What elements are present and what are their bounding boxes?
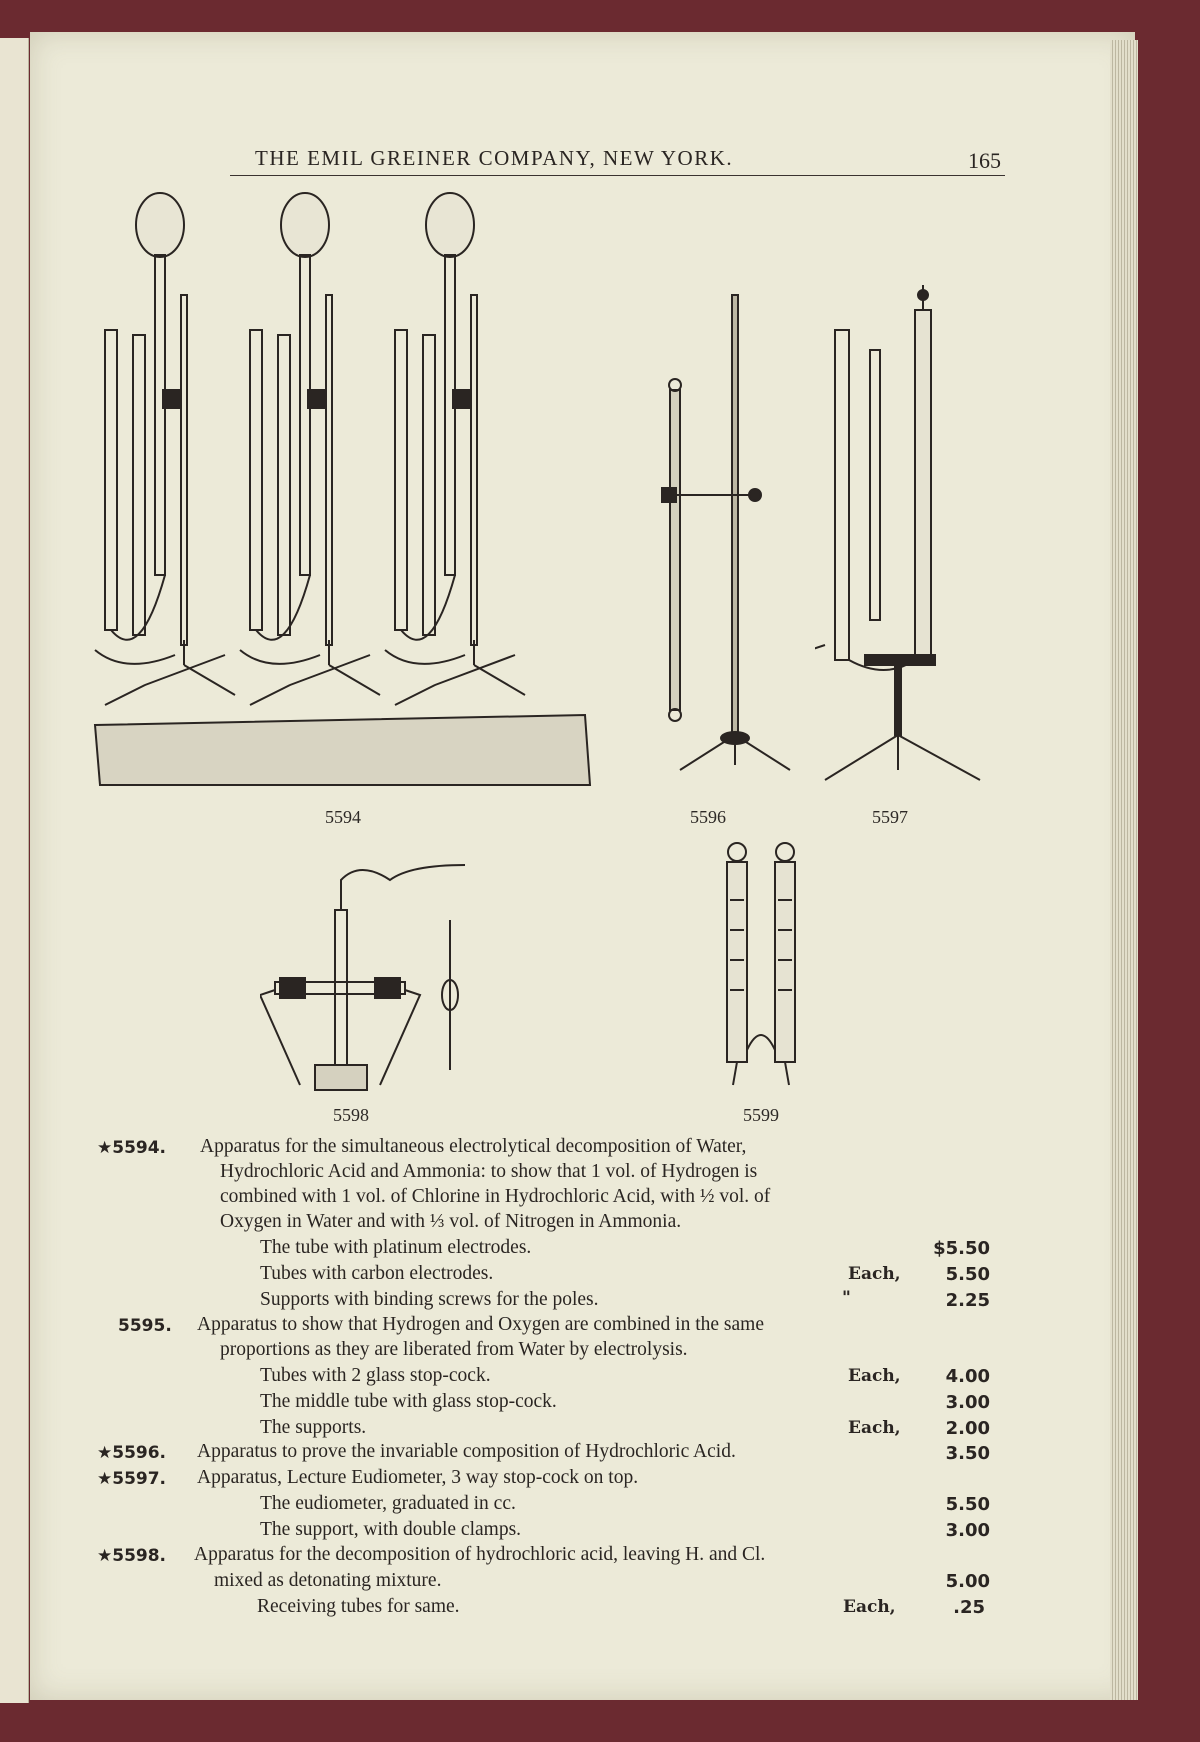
item-5598-price: 5.00 [945, 1571, 990, 1592]
figure-5598-caption: 5598 [333, 1105, 369, 1125]
item-5594-sub-price: $5.50 [933, 1238, 990, 1259]
item-5594-desc-line: Apparatus for the simultaneous electrolytical decomposition of Water, [200, 1136, 747, 1157]
figure-5597-illustration [815, 280, 1010, 795]
item-5594-sub-price: 2.25 [945, 1290, 990, 1311]
item-5594-sub-label: The tube with platinum electrodes. [260, 1237, 532, 1258]
item-5598-desc-line: mixed as detonating mixture. [214, 1570, 442, 1591]
facing-page-edge [0, 38, 29, 1703]
item-5595-sub-label: Tubes with 2 glass stop-cock. [260, 1365, 491, 1386]
item-5598-sub-label: Receiving tubes for same. [257, 1596, 460, 1617]
item-5594-sub-each: Each, [848, 1264, 901, 1284]
item-number-5598: ★5598. [97, 1546, 167, 1566]
item-5595-sub-label: The middle tube with glass stop-cock. [260, 1391, 557, 1412]
item-5597-sub-price: 5.50 [945, 1494, 990, 1515]
item-5595-sub-each: Each, [848, 1418, 901, 1438]
figure-5597-caption: 5597 [872, 807, 908, 827]
item-5594-sub-each: " [842, 1288, 851, 1308]
item-5598-desc-line: Apparatus for the decomposition of hydrochloric acid, leaving H. and Cl. [194, 1544, 766, 1565]
item-5594-desc-line: Oxygen in Water and with ⅓ vol. of Nitrogen in Ammonia. [220, 1211, 682, 1232]
figure-5594-illustration [85, 185, 595, 790]
item-5598-sub-each: Each, [843, 1597, 896, 1617]
figure-5599-caption: 5599 [743, 1105, 779, 1125]
item-5597-sub-label: The support, with double clamps. [260, 1519, 522, 1540]
item-5597-sub-price: 3.00 [945, 1520, 990, 1541]
item-5597-desc-line: Apparatus, Lecture Eudiometer, 3 way stop-cock on top. [197, 1467, 639, 1488]
item-number-5596: ★5596. [97, 1443, 167, 1463]
item-5594-sub-label: Tubes with carbon electrodes. [260, 1263, 494, 1284]
item-5594-desc-line: Hydrochloric Acid and Ammonia: to show that 1 vol. of Hydrogen is [220, 1161, 758, 1182]
figure-5599-illustration [715, 840, 810, 1095]
item-5597-sub-label: The eudiometer, graduated in cc. [260, 1493, 516, 1514]
item-5596-price: 3.50 [945, 1443, 990, 1464]
item-number-5597: ★5597. [97, 1469, 167, 1489]
item-5595-sub-price: 2.00 [945, 1418, 990, 1439]
item-number-5594: ★5594. [97, 1138, 167, 1158]
item-5595-desc-line: proportions as they are liberated from Water by electrolysis. [220, 1339, 688, 1360]
figure-5596-caption: 5596 [690, 807, 726, 827]
item-5595-sub-price: 3.00 [945, 1392, 990, 1413]
item-5596-desc-line: Apparatus to prove the invariable composition of Hydrochloric Acid. [197, 1441, 736, 1462]
figure-5598-illustration [260, 860, 475, 1105]
figure-5596-illustration [650, 290, 800, 795]
page-number: 165 [968, 148, 1001, 173]
item-5594-desc-line: combined with 1 vol. of Chlorine in Hydrochloric Acid, with ½ vol. of [220, 1186, 771, 1207]
item-5595-desc-line: Apparatus to show that Hydrogen and Oxygen are combined in the same [197, 1314, 764, 1335]
item-5598-sub-price: .25 [953, 1597, 985, 1618]
item-5595-sub-each: Each, [848, 1366, 901, 1386]
page-edges [1110, 40, 1138, 1700]
item-5595-sub-price: 4.00 [945, 1366, 990, 1387]
item-5594-sub-label: Supports with binding screws for the poles. [260, 1289, 599, 1310]
item-5594-sub-price: 5.50 [945, 1264, 990, 1285]
item-number-5595: 5595. [118, 1316, 172, 1336]
item-5595-sub-label: The supports. [260, 1417, 367, 1438]
header-rule [230, 175, 1005, 176]
page-header-title: THE EMIL GREINER COMPANY, NEW YORK. [255, 146, 734, 170]
figure-5594-caption: 5594 [325, 807, 361, 827]
